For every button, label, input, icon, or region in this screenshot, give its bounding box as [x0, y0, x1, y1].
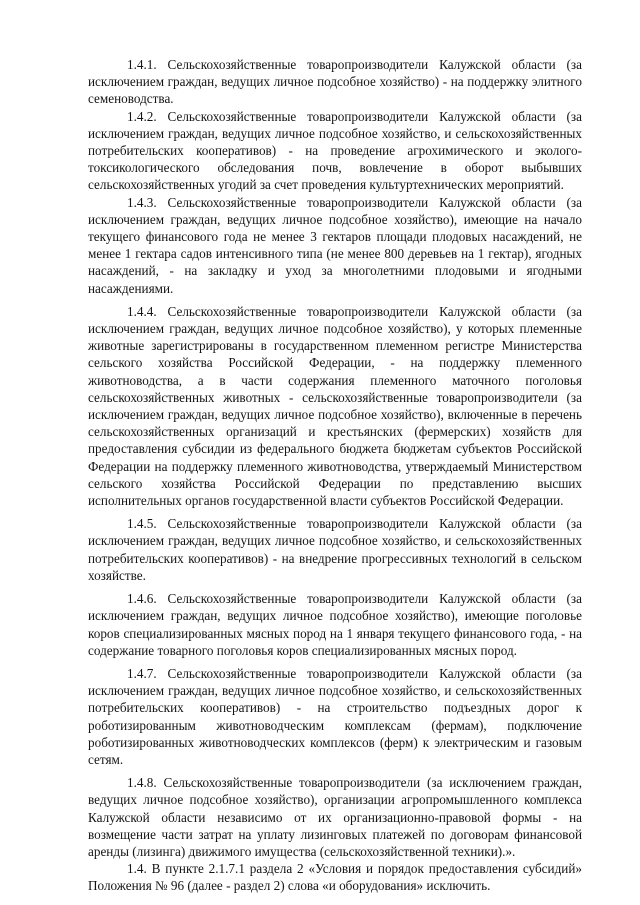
paragraph-1-4-6: 1.4.6. Сельскохозяйственные товаропроизводители Калужской области (за исключением граждан, ведущих личное подсобное хозяйство), имеющие поголовье коров специализированных мясных пород на 1 января текущего финансового года, - на содержание товарного поголовья коров специализированных мясных пород. [88, 591, 582, 658]
paragraph-1-4-amendment: 1.4. В пункте 2.1.7.1 раздела 2 «Условия и порядок предоставления субсидий» Положения № 96 (далее - раздел 2) слова «и оборудования» исключить. [88, 861, 582, 894]
paragraph-1-4-8: 1.4.8. Сельскохозяйственные товаропроизводители (за исключением граждан, ведущих личное подсобное хозяйство), организации агропромышленного комплекса Калужской области независимо от их организационно-правовой формы - на возмещение части затрат на уплату лизинговых платежей по договорам финансовой аренды (лизинга) движимого имущества (сельскохозяйственной техники).». [88, 775, 582, 859]
paragraph-1-4-2: 1.4.2. Сельскохозяйственные товаропроизводители Калужской области (за исключением граждан, ведущих личное подсобное хозяйство, и сельскохозяйственных потребительских кооперативов) - на проведение агрохимического и эколого-токсикологического обследования почв, вовлечение в оборот выбывших сельскохозяйственных угодий за счет проведения культуртехнических мероприятий. [88, 108, 582, 193]
paragraph-1-4-4: 1.4.4. Сельскохозяйственные товаропроизводители Калужской области (за исключением граждан, ведущих личное подсобное хозяйство), у которых племенные животные зарегистрированы в государственном племенном регистре Министерства сельского хозяйства Российской Федерации, - на поддержку племенного животноводства, а в части содержания племенного маточного поголовья сельскохозяйственных животных - сельскохозяйственные товаропроизводители (за исключением граждан, ведущих личное подсобное хозяйство), включенные в перечень сельскохозяйственных организаций и крестьянских (фермерских) хозяйств для предоставления субсидии из федерального бюджета бюджетам субъектов Российской Федерации на поддержку племенного животноводства, утверждаемый Министерством сельского хозяйства Российской Федерации по представлению высших исполнительных органов государственной власти субъектов Российской Федерации. [88, 303, 582, 509]
paragraph-1-4-3: 1.4.3. Сельскохозяйственные товаропроизводители Калужской области (за исключением граждан, ведущих личное подсобное хозяйство), имеющие на начало текущего финансового года не менее 3 гектаров площади плодовых насаждений, не менее 1 гектара садов интенсивного типа (не менее 800 деревьев на 1 гектар), ягодных насаждений, - на закладку и уход за многолетними плодовыми и ягодными насаждениями. [88, 194, 582, 296]
document-body [88, 56, 582, 895]
paragraph-1-4-7: 1.4.7. Сельскохозяйственные товаропроизводители Калужской области (за исключением граждан, ведущих личное подсобное хозяйство, и сельскохозяйственных потребительских кооперативов) - на строительство подъездных дорог к роботизированным животноводческим комплексам (фермам), подключение роботизированных животноводческих комплексов (ферм) к электрическим и газовым сетям. [88, 665, 582, 767]
paragraph-1-4-1: 1.4.1. Сельскохозяйственные товаропроизводители Калужской области (за исключением граждан, ведущих личное подсобное хозяйство) - на поддержку элитного семеноводства. [88, 57, 582, 107]
paragraph-1-4-5: 1.4.5. Сельскохозяйственные товаропроизводители Калужской области (за исключением граждан, ведущих личное подсобное хозяйство, и сельскохозяйственных потребительских кооперативов) - на внедрение прогрессивных технологий в сельском хозяйстве. [88, 516, 582, 583]
